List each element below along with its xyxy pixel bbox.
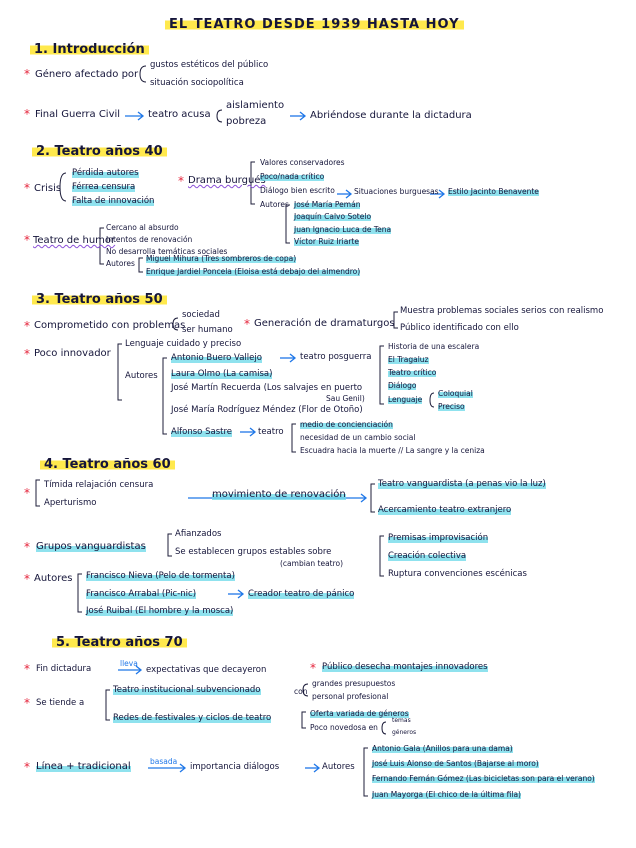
personal-text: personal profesional bbox=[312, 692, 389, 701]
drama-item: Valores conservadores bbox=[260, 158, 345, 167]
cambian-text: (cambian teatro) bbox=[280, 559, 344, 568]
grupos-text: Grupos vanguardistas bbox=[36, 541, 146, 552]
star-icon: * bbox=[178, 174, 184, 188]
movimiento-text: movimiento de renovación bbox=[212, 489, 346, 500]
posguerra-item: Historia de una escalera bbox=[388, 342, 480, 351]
temas-text: temas bbox=[392, 717, 411, 724]
sastre-item: necesidad de un cambio social bbox=[300, 433, 416, 442]
posguerra-item: Lenguaje bbox=[388, 395, 423, 404]
crisis-item: Férrea censura bbox=[72, 182, 136, 192]
preciso-text: Preciso bbox=[438, 402, 465, 411]
drama-item: Diálogo bien escrito bbox=[260, 186, 335, 195]
crisis-text: Crisis bbox=[34, 183, 62, 194]
generos-text: géneros bbox=[392, 729, 417, 736]
humor-item: Intentos de renovación bbox=[106, 235, 193, 244]
star-icon: * bbox=[24, 233, 30, 247]
creacion-text: Creación colectiva bbox=[388, 551, 467, 561]
sastre-item: medio de concienciación bbox=[300, 420, 393, 429]
drama-autor: Juan Ignacio Luca de Tena bbox=[294, 225, 392, 234]
autores-label-70: Autores bbox=[322, 762, 355, 772]
star-icon: * bbox=[310, 661, 316, 675]
aislamiento-text: aislamiento bbox=[226, 100, 285, 111]
autor-60: José Ruibal (El hombre y la mosca) bbox=[86, 606, 234, 616]
section-4-heading: 4. Teatro años 60 bbox=[40, 458, 175, 471]
humor-item: No desarrolla temáticas sociales bbox=[106, 247, 228, 256]
autor-70: Juan Mayorga (El chico de la última fila) bbox=[372, 790, 521, 799]
posguerra-item: Teatro crítico bbox=[388, 368, 437, 377]
tiende-text: Se tiende a bbox=[36, 698, 85, 708]
teatro-text: teatro bbox=[258, 427, 284, 437]
importancia-text: importancia diálogos bbox=[190, 762, 280, 772]
institucional-text: Teatro institucional subvencionado bbox=[113, 685, 261, 695]
teatro-posguerra-text: teatro posguerra bbox=[300, 352, 372, 362]
acercamiento-text: Acercamiento teatro extranjero bbox=[378, 505, 512, 515]
star-icon: * bbox=[24, 486, 30, 500]
autor-50: Antonio Buero Vallejo bbox=[171, 353, 262, 363]
abriendose-text: Abriéndose durante la dictadura bbox=[310, 110, 472, 121]
drama-item: Autores bbox=[260, 200, 289, 209]
aperturismo-text: Aperturismo bbox=[44, 498, 97, 508]
teatro-acusa-text: teatro acusa bbox=[148, 109, 211, 120]
oferta-text: Oferta variada de géneros bbox=[310, 709, 409, 718]
star-icon: * bbox=[24, 67, 30, 81]
creador-text: Creador teatro de pánico bbox=[248, 589, 355, 599]
star-icon: * bbox=[24, 107, 30, 121]
drama-burgues-text: Drama burgués bbox=[188, 175, 266, 186]
poco-novedosa-text: Poco novedosa en bbox=[310, 723, 378, 732]
sociedad-text: sociedad bbox=[182, 310, 220, 320]
fin-text: Fin dictadura bbox=[36, 664, 92, 674]
autor-50: Laura Olmo (La camisa) bbox=[171, 369, 273, 379]
comprometido-text: Comprometido con problemas bbox=[34, 320, 186, 331]
crisis-item: Pérdida autores bbox=[72, 168, 139, 178]
final-text: Final Guerra Civil bbox=[35, 109, 121, 120]
publico-text: Público identificado con ello bbox=[400, 323, 519, 333]
teatro-humor-text: Teatro de humor bbox=[33, 235, 116, 246]
autores-label-60: Autores bbox=[34, 573, 73, 584]
posguerra-item: El Tragaluz bbox=[388, 355, 429, 364]
autor-50: Sau Genil) bbox=[326, 394, 365, 403]
section-3-heading: 3. Teatro años 50 bbox=[32, 293, 167, 306]
redes-text: Redes de festivales y ciclos de teatro bbox=[113, 713, 272, 723]
star-icon: * bbox=[24, 347, 30, 361]
timida-text: Tímida relajación censura bbox=[44, 480, 154, 490]
lenguaje-text: Lenguaje cuidado y preciso bbox=[125, 339, 242, 349]
generacion-text: Generación de dramaturgos bbox=[254, 318, 395, 329]
poco-innovador-text: Poco innovador bbox=[34, 348, 111, 359]
situacion-text: situación sociopolítica bbox=[150, 78, 244, 88]
humor-item: Autores bbox=[106, 259, 135, 268]
autor-70: Fernando Fernán Gómez (Las bicicletas son para el verano) bbox=[372, 774, 595, 783]
star-icon: * bbox=[24, 319, 30, 333]
drama-autor: José María Pemán bbox=[294, 200, 361, 209]
star-icon: * bbox=[24, 662, 30, 676]
section-2-heading: 2. Teatro años 40 bbox=[32, 145, 167, 158]
humor-item: Cercano al absurdo bbox=[106, 223, 179, 232]
vanguardista-text: Teatro vanguardista (a penas vio la luz) bbox=[378, 479, 546, 489]
posguerra-item: Diálogo bbox=[388, 381, 417, 390]
crisis-item: Falta de innovación bbox=[72, 196, 155, 206]
publico-desecha-text: Público desecha montajes innovadores bbox=[322, 662, 488, 672]
muestra-text: Muestra problemas sociales serios con realismo bbox=[400, 306, 604, 316]
autor-60: Francisco Nieva (Pelo de tormenta) bbox=[86, 571, 235, 581]
premisas-text: Premisas improvisación bbox=[388, 533, 489, 543]
autor-50: José María Rodríguez Méndez (Flor de Otoño) bbox=[171, 405, 363, 415]
star-icon: * bbox=[24, 696, 30, 710]
autores-label: Autores bbox=[125, 371, 158, 381]
lleva-text: lleva bbox=[120, 659, 138, 668]
autor-50: José Martín Recuerda (Los salvajes en puerto bbox=[171, 383, 363, 393]
ruptura-text: Ruptura convenciones escénicas bbox=[388, 569, 527, 579]
star-icon: * bbox=[24, 181, 30, 195]
humor-autor: Miguel Mihura (Tres sombreros de copa) bbox=[146, 254, 297, 263]
page-title: EL TEATRO DESDE 1939 HASTA HOY bbox=[165, 18, 464, 31]
expectativas-text: expectativas que decayeron bbox=[146, 665, 267, 675]
star-icon: * bbox=[24, 760, 30, 774]
section-5-heading: 5. Teatro años 70 bbox=[52, 636, 187, 649]
sastre-item: Escuadra hacia la muerte // La sangre y la ceniza bbox=[300, 446, 485, 455]
humor-autor: Enrique Jardiel Poncela (Eloisa está debajo del almendro) bbox=[146, 267, 361, 276]
drama-autor: Joaquín Calvo Sotelo bbox=[294, 212, 372, 221]
drama-item: Poco/nada crítico bbox=[260, 172, 325, 181]
autor-70: Antonio Gala (Anillos para una dama) bbox=[372, 744, 513, 753]
star-icon: * bbox=[24, 540, 30, 554]
con-text: con bbox=[294, 687, 308, 696]
estilo-text: Estilo Jacinto Benavente bbox=[448, 187, 539, 196]
genero-text: Género afectado por bbox=[35, 69, 139, 80]
autor-50: Alfonso Sastre bbox=[171, 427, 232, 437]
grandes-text: grandes presupuestos bbox=[312, 679, 396, 688]
establecen-text: Se establecen grupos estables sobre bbox=[175, 547, 332, 557]
star-icon: * bbox=[24, 572, 30, 586]
star-icon: * bbox=[244, 317, 250, 331]
gustos-text: gustos estéticos del público bbox=[150, 60, 269, 70]
autor-70: José Luis Alonso de Santos (Bajarse al moro) bbox=[372, 759, 539, 768]
coloquial-text: Coloquial bbox=[438, 389, 473, 398]
linea-text: Línea + tradicional bbox=[36, 761, 131, 772]
pobreza-text: pobreza bbox=[226, 116, 267, 127]
ser-humano-text: ser humano bbox=[182, 325, 233, 335]
situaciones-text: Situaciones burguesas bbox=[354, 187, 439, 196]
basada-text: basada bbox=[150, 757, 178, 766]
section-1-heading: 1. Introducción bbox=[30, 43, 149, 56]
drama-autor: Víctor Ruiz Iriarte bbox=[294, 237, 359, 246]
autor-60: Francisco Arrabal (Pic-nic) bbox=[86, 589, 197, 599]
afianzados-text: Afianzados bbox=[175, 529, 222, 539]
